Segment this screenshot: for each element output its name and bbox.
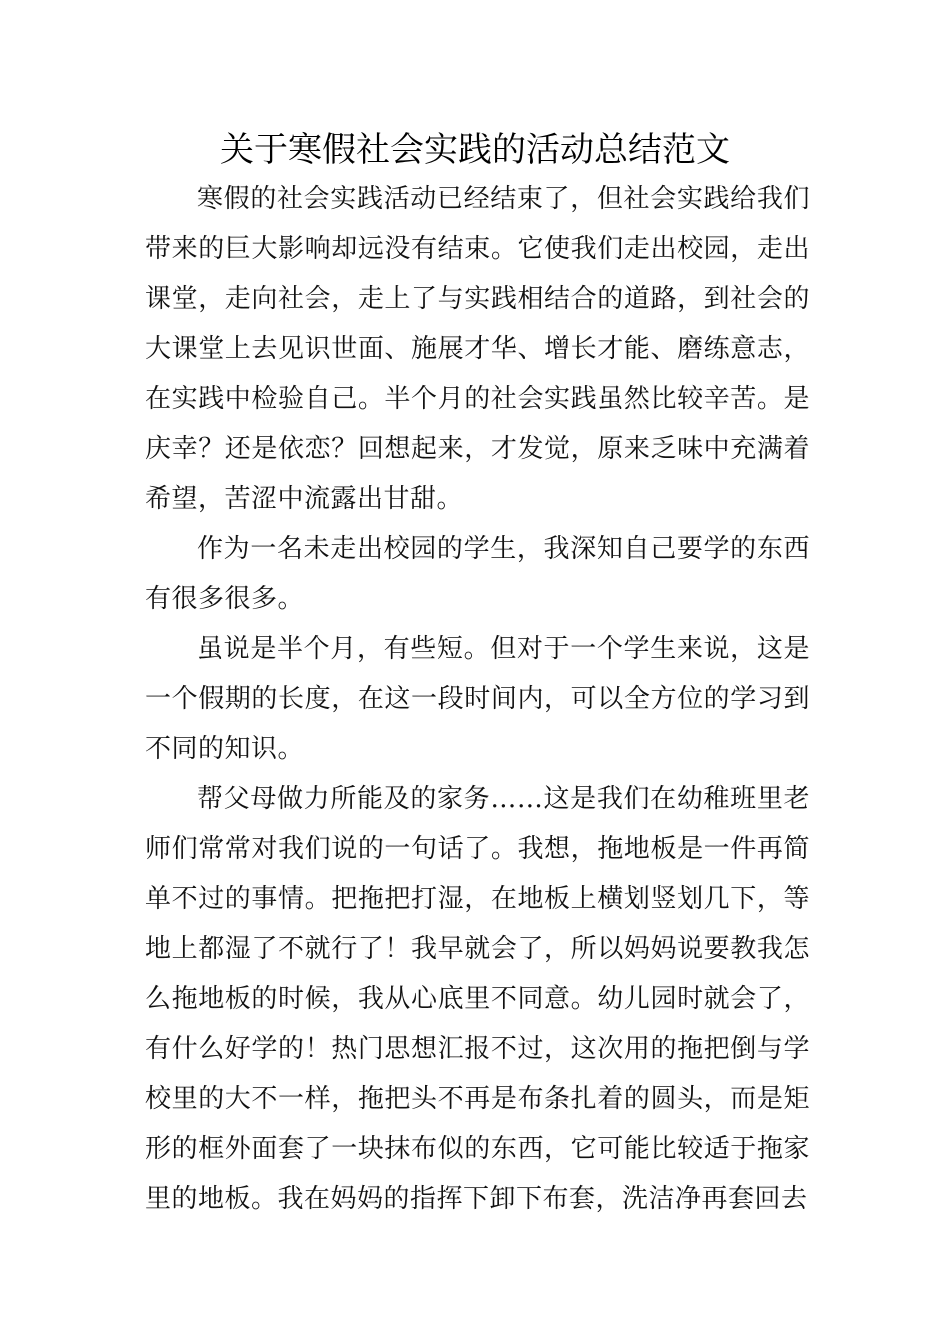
paragraph-1: 寒假的社会实践活动已经结束了，但社会实践给我们带来的巨大影响却远没有结束。它使我们走出校园，走出课堂，走向社会，走上了与实践相结合的道路，到社会的大课堂上去见识世面、施展才华、增长才能、磨练意志，在实践中检验自己。半个月的社会实践虽然比较辛苦。是庆幸？还是依恋？回想起来，才发觉，原来乏味中充满着希望，苦涩中流露出甘甜。: [145, 184, 810, 514]
paragraph-2: 作为一名未走出校园的学生，我深知自己要学的东西有很多很多。: [145, 534, 810, 614]
document-body: [145, 174, 810, 1224]
paragraph-3: 虽说是半个月，有些短。但对于一个学生来说，这是一个假期的长度，在这一段时间内，可以全方位的学习到不同的知识。: [145, 634, 810, 764]
document-title: 关于寒假社会实践的活动总结范文: [220, 130, 730, 170]
paragraph-4: 帮父母做力所能及的家务……这是我们在幼稚班里老师们常常对我们说的一句话了。我想，拖地板是一件再简单不过的事情。把拖把打湿，在地板上横划竖划几下，等地上都湿了不就行了！我早就会了，所以妈妈说要教我怎么拖地板的时候，我从心底里不同意。幼儿园时就会了，有什么好学的！热门思想汇报不过，这次用的拖把倒与学校里的大不一样，拖把头不再是布条扎着的圆头，而是矩形的框外面套了一块抹布似的东西，它可能比较适于拖家里的地板。我在妈妈的指挥下卸下布套，洗洁净再套回去: [145, 784, 810, 1214]
